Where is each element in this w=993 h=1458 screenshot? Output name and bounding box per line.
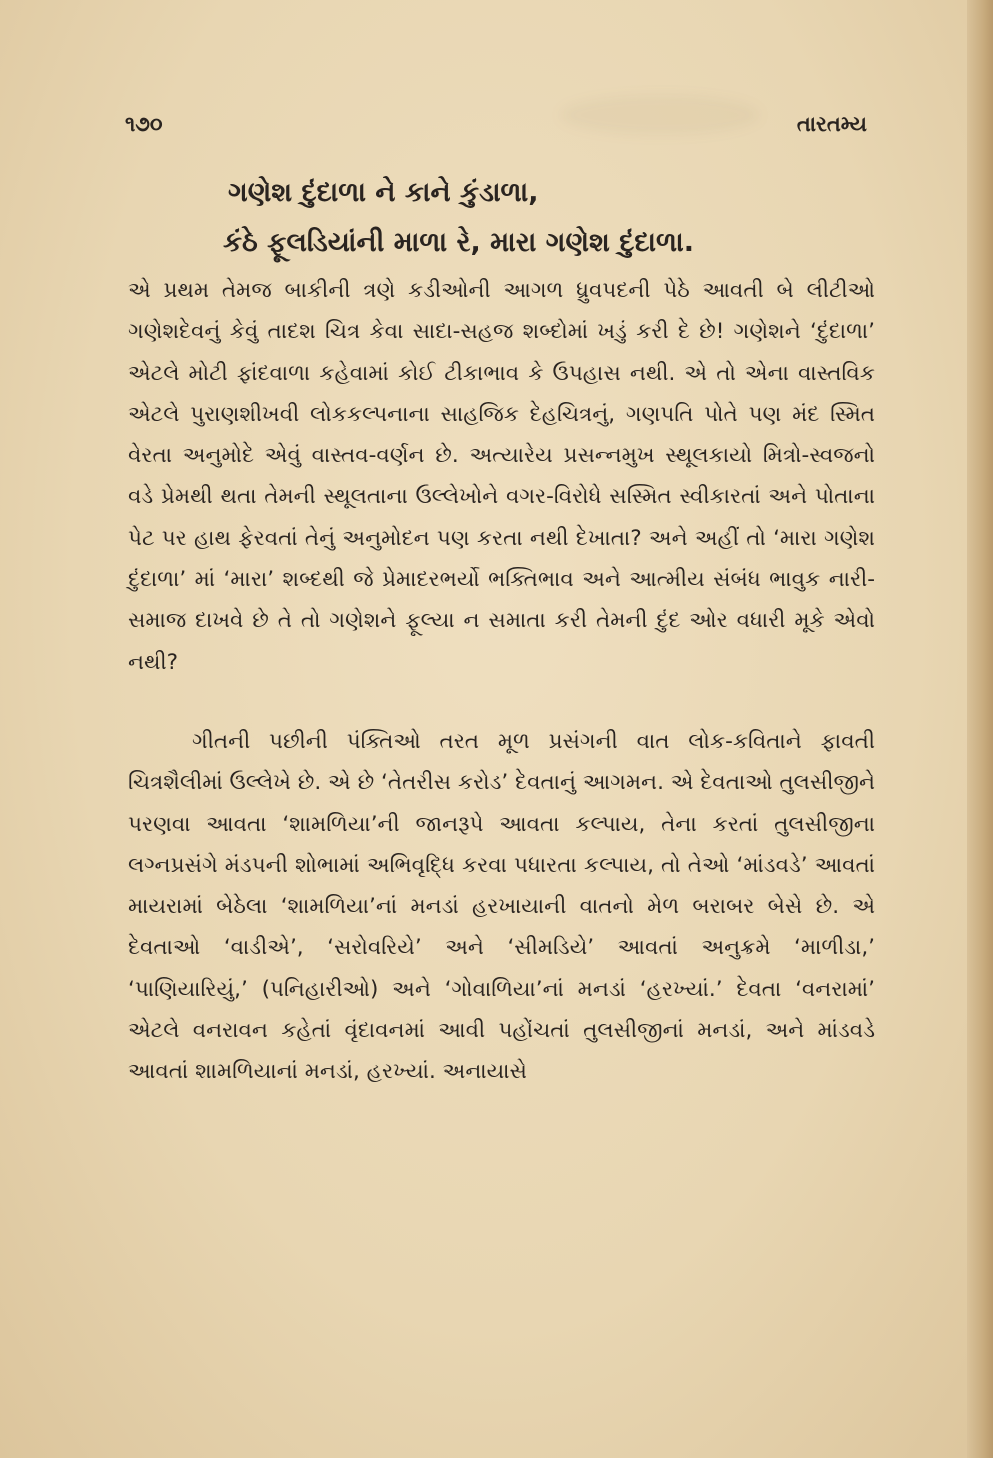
song-line-1: ગણેશ દુંદાળા ને કાને કુંડાળા, — [228, 177, 539, 208]
page-number: ૧૭૦ — [125, 112, 163, 136]
song-line-2: કંઠે ફૂલડિયાંની માળા રે, મારા ગણેશ દુંદાળા. — [223, 227, 694, 258]
paragraph-2: ગીતની પછીની પંક્તિઓ તરત મૂળ પ્રસંગની વાત લોક-કવિતાને ફાવતી ચિત્રશૈલીમાં ઉલ્લેખે છે. એ છે ‘તેતરીસ કરોડ’ દેવતાનું આગમન. એ દેવતાઓ તુલસીજીને પરણવા આવતા ‘શામળિયા’ની જાનરૂપે આવતા કલ્પાય, તેના કરતાં તુલસીજીના લગ્નપ્રસંગે મંડપની શોભામાં અભિવૃદ્ધિ કરવા પધારતા કલ્પાય, તો તેઓ ‘માંડવડે’ આવતાં માયરામાં બેઠેલા ‘શામળિયા’નાં મનડાં હરખાયાની વાતનો મેળ બરાબર બેસે છે. એ દેવતાઓ ‘વાડીએ’, ‘સરોવરિયે’ અને ‘સીમડિયે’ આવતાં અનુક્રમે ‘માળીડા,’ ‘પાણિયારિયું,’ (પનિહારીઓ) અને ‘ગોવાળિયા’નાં મનડાં ‘હરખ્યાં.’ દેવતા ‘વનરામાં’ એટલે વનરાવન કહેતાં વૃંદાવનમાં આવી પહોંચતાં તુલસીજીનાં મનડાં, અને માંડવડે આવતાં શામળિયાનાં મનડાં, હરખ્યાં. અનાયાસે — [128, 728, 875, 1085]
page-header — [125, 112, 867, 142]
song-refrain — [0, 168, 993, 268]
body-text — [128, 270, 875, 1093]
running-title: તારતમ્ય — [796, 112, 867, 136]
paragraph-1: એ પ્રથમ તેમજ બાકીની ત્રણે કડીઓની આગળ ધ્રુવપદની પેઠે આવતી બે લીટીઓ ગણેશદેવનું કેવું તાદશ ચિત્ર કેવા સાદા-સહજ શબ્દોમાં ખડું કરી દે છે! ગણેશને ‘દુંદાળા’ એટલે મોટી ફાંદવાળા કહેવામાં કોઈ ટીકાભાવ કે ઉપહાસ નથી. એ તો એના વાસ્તવિક એટલે પુરાણશીખવી લોકકલ્પનાના સાહજિક દેહચિત્રનું, ગણપતિ પોતે પણ મંદ સ્મિત વેરતા અનુમોદે એવું વાસ્તવ-વર્ણન છે. અત્યારેય પ્રસન્નમુખ સ્થૂલકાયો મિત્રો-સ્વજનો વડે પ્રેમથી થતા તેમની સ્થૂલતાના ઉલ્લેખોને વગર-વિરોધે સસ્મિત સ્વીકારતાં અને પોતાના પેટ પર હાથ ફેરવતાં તેનું અનુમોદન પણ કરતા નથી દેખાતા? અને અહીં તો ‘મારા ગણેશ દુંદાળા’ માં ‘મારા’ શબ્દથી જે પ્રેમાદરભર્યો ભક્તિભાવ અને આત્મીય સંબંધ ભાવુક નારી-સમાજ દાખવે છે તે તો ગણેશને ફૂલ્યા ન સમાતા કરી તેમની દુંદ ઓર વધારી મૂકે એવો નથી? — [128, 278, 875, 675]
